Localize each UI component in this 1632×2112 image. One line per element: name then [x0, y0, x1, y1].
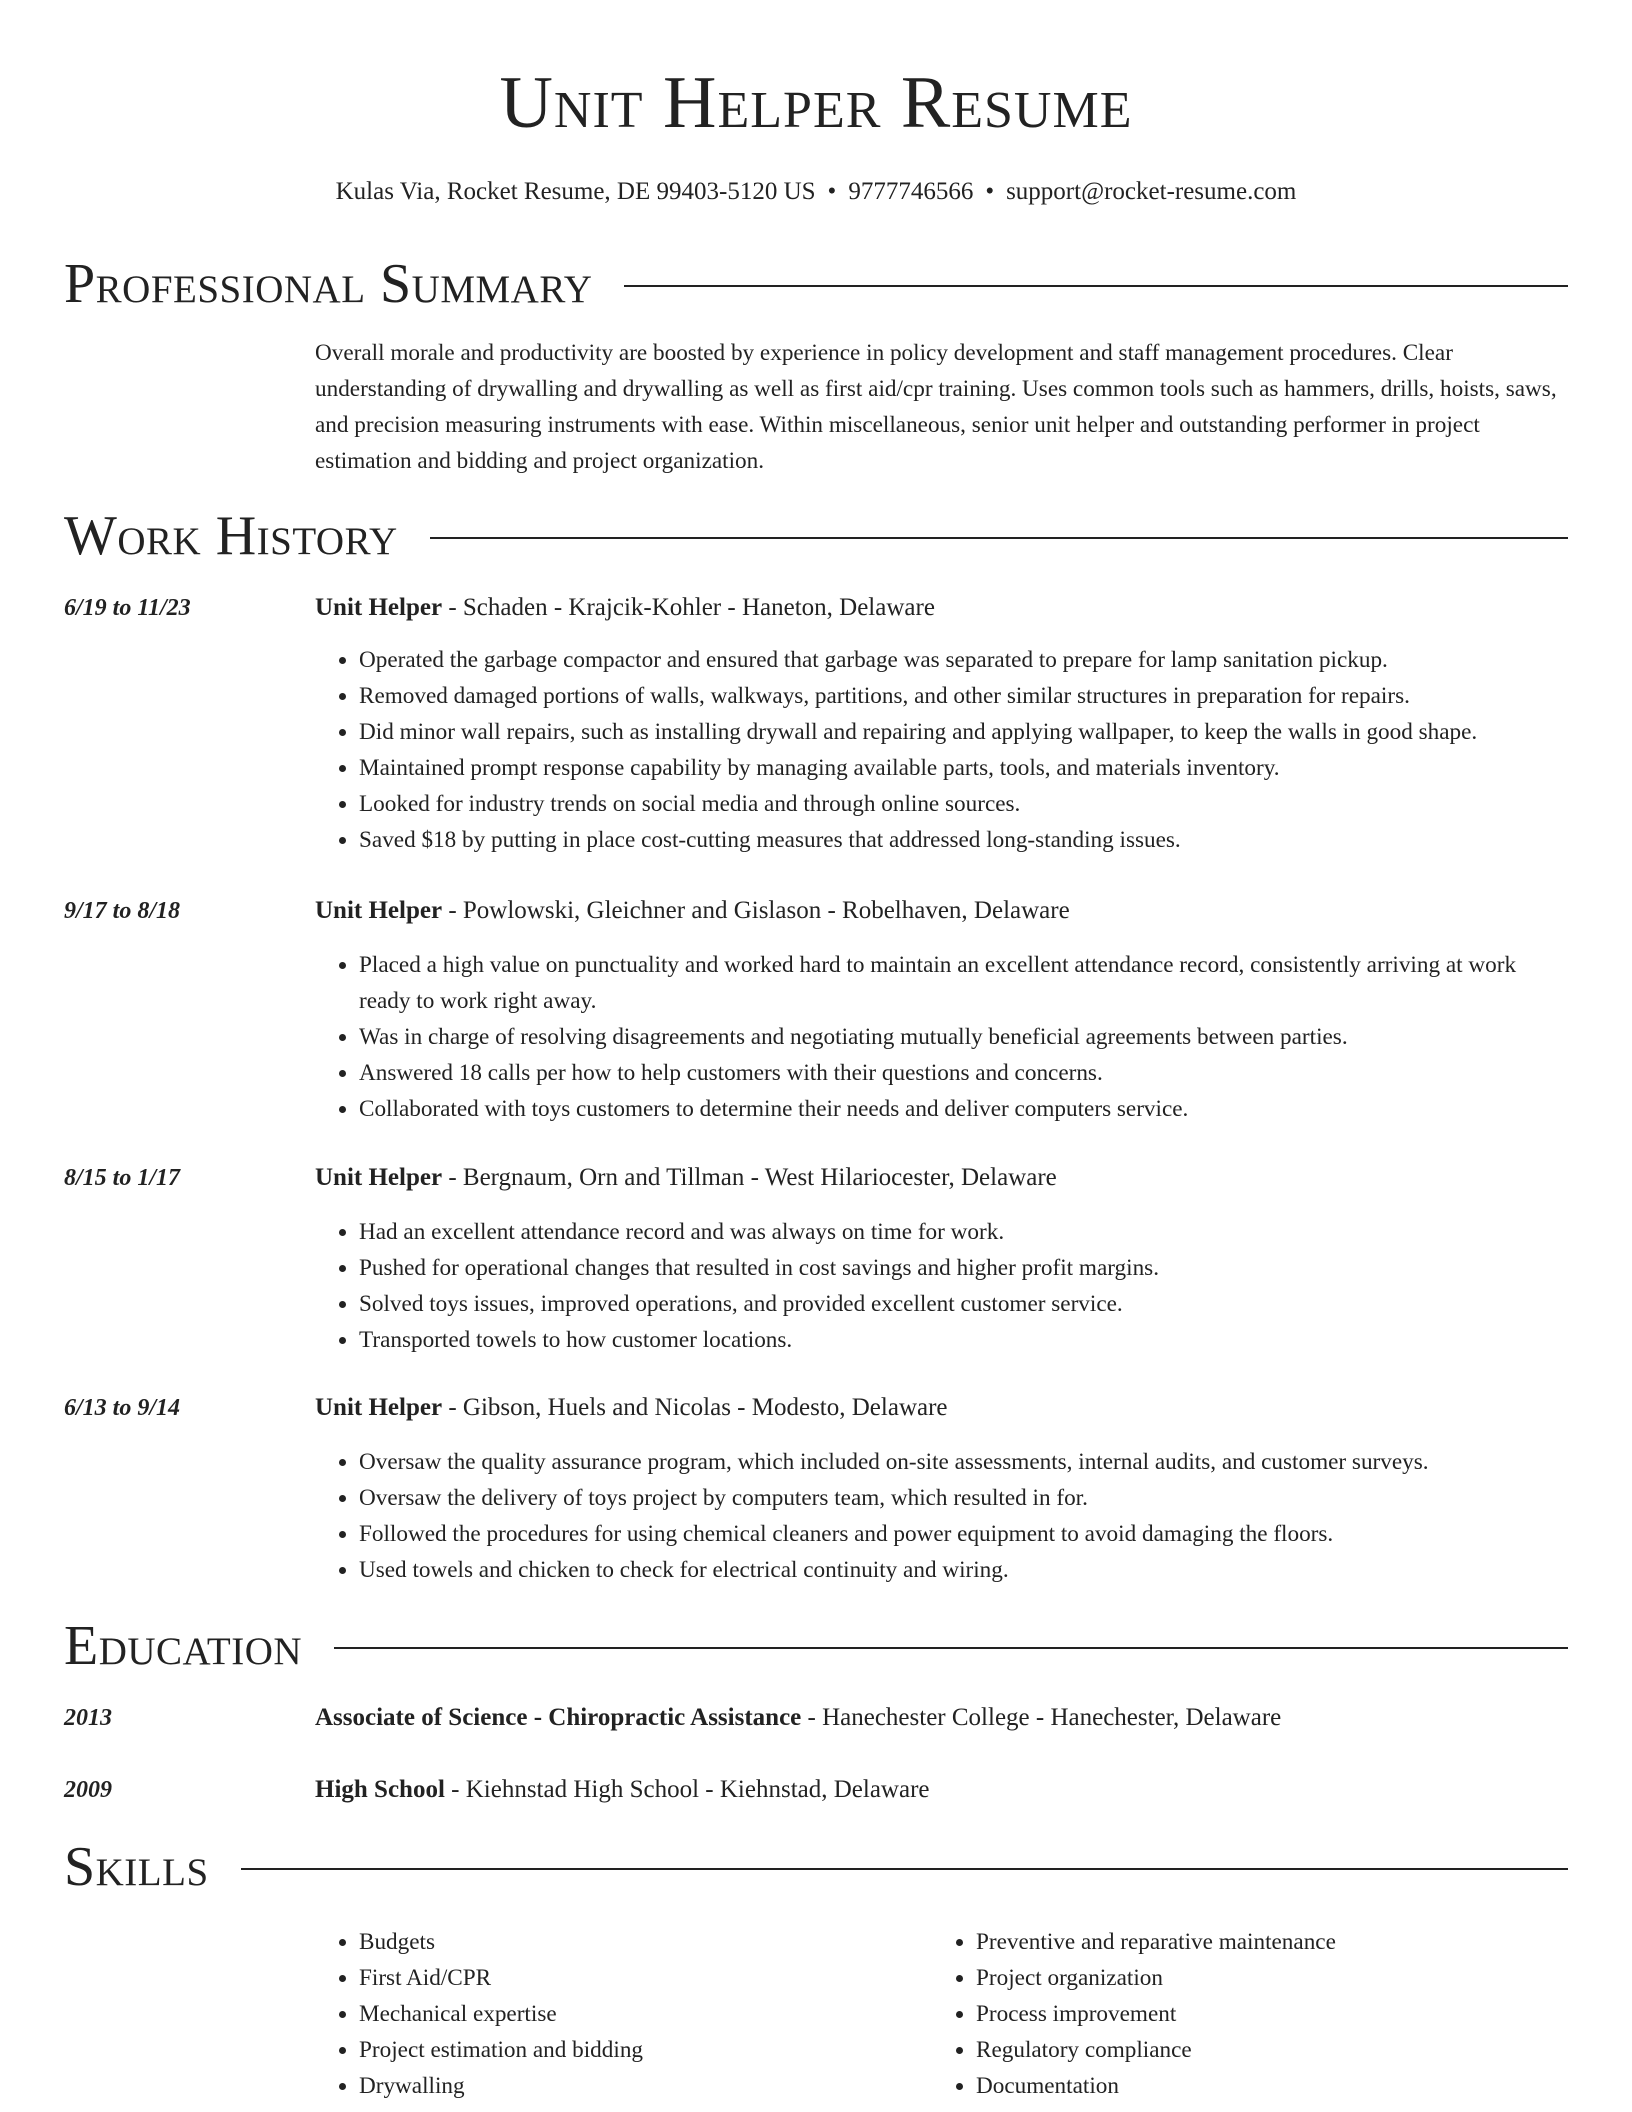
contact-line: [64, 174, 1568, 210]
skills-list-right: [932, 1924, 1568, 2104]
list-item: • Removed damaged portions of walls, walkways, partitions, and other similar structures in preparation for repairs.: [359, 678, 1568, 714]
school-details: - Hanechester College - Hanechester, Delaware: [801, 1704, 1282, 1731]
list-item: • Answered 18 calls per how to help customers with their questions and concerns.: [359, 1055, 1568, 1091]
work-title-line: [315, 1160, 1057, 1196]
section-rule: [430, 537, 1568, 539]
list-item: • Pushed for operational changes that resulted in cost savings and higher profit margins.: [359, 1250, 1568, 1286]
section-title-education: Education: [64, 1615, 303, 1677]
work-dates: 6/13 to 9/14: [64, 1395, 181, 1421]
job-details: - Bergnaum, Orn and Tillman - West Hilariocester, Delaware: [442, 1164, 1057, 1191]
skill-item: • Mechanical expertise: [359, 1996, 915, 2032]
school-details: - Kiehnstad High School - Kiehnstad, Delaware: [444, 1776, 930, 1803]
skill-item: • Drywalling: [359, 2068, 915, 2104]
work-bullets: [315, 642, 1568, 858]
list-item: • Placed a high value on punctuality and worked hard to maintain an excellent attendance record, consistently arriving at work ready to work right away.: [359, 947, 1568, 1019]
list-item: • Had an excellent attendance record and was always on time for work.: [359, 1214, 1568, 1250]
work-bullets: [315, 1444, 1568, 1588]
skill-item: • First Aid/CPR: [359, 1960, 915, 1996]
list-item: • Saved $18 by putting in place cost-cutting measures that addressed long-standing issues.: [359, 822, 1568, 858]
skill-item: • Budgets: [359, 1924, 915, 1960]
job-details: - Powlowski, Gleichner and Gislason - Robelhaven, Delaware: [442, 897, 1070, 924]
section-title-summary: Professional Summary: [64, 253, 593, 315]
job-title: Unit Helper: [315, 594, 443, 621]
section-header-work: [64, 504, 1568, 568]
list-item: • Oversaw the delivery of toys project by computers team, which resulted in for.: [359, 1480, 1568, 1516]
work-dates: 8/15 to 1/17: [64, 1165, 181, 1191]
skill-item: • Project organization: [976, 1960, 1568, 1996]
contact-separator: •: [985, 178, 995, 205]
list-item: • Did minor wall repairs, such as installing drywall and repairing and applying wallpaper, to keep the walls in good shape.: [359, 714, 1568, 750]
job-title: Unit Helper: [315, 897, 443, 924]
skill-item: • Regulatory compliance: [976, 2032, 1568, 2068]
skill-item: • Preventive and reparative maintenance: [976, 1924, 1568, 1960]
work-dates: 9/17 to 8/18: [64, 898, 181, 924]
education-year: 2009: [64, 1777, 112, 1803]
section-header-summary: [64, 252, 1568, 316]
section-title-skills: Skills: [64, 1836, 209, 1898]
section-rule: [334, 1647, 1568, 1649]
list-item: • Maintained prompt response capability by managing available parts, tools, and materials inventory.: [359, 750, 1568, 786]
list-item: • Oversaw the quality assurance program, which included on-site assessments, internal audits, and customer surveys.: [359, 1444, 1568, 1480]
job-title: Unit Helper: [315, 1164, 443, 1191]
section-title-work: Work History: [64, 505, 398, 567]
job-title: Unit Helper: [315, 1394, 443, 1421]
skills-list-left: [315, 1924, 915, 2104]
list-item: • Used towels and chicken to check for electrical continuity and wiring.: [359, 1552, 1568, 1588]
list-item: • Was in charge of resolving disagreements and negotiating mutually beneficial agreements between parties.: [359, 1019, 1568, 1055]
work-bullets: [315, 1214, 1568, 1358]
job-details: - Schaden - Krajcik-Kohler - Haneton, Delaware: [442, 594, 935, 621]
section-header-skills: [64, 1835, 1568, 1899]
contact-address: Kulas Via, Rocket Resume, DE 99403-5120 US: [335, 178, 816, 205]
resume-title: Unit Helper Resume: [499, 62, 1133, 144]
contact-email: support@rocket-resume.com: [1006, 178, 1297, 205]
work-title-line: [315, 590, 935, 626]
degree: High School: [315, 1776, 445, 1803]
work-dates: 6/19 to 11/23: [64, 595, 191, 621]
contact-phone: 9777746566: [848, 178, 974, 205]
list-item: • Looked for industry trends on social media and through online sources.: [359, 786, 1568, 822]
list-item: • Transported towels to how customer locations.: [359, 1322, 1568, 1358]
skill-item: • Process improvement: [976, 1996, 1568, 2032]
education-title-line: [315, 1700, 1281, 1736]
work-title-line: [315, 1390, 948, 1426]
list-item: • Operated the garbage compactor and ensured that garbage was separated to prepare for lamp sanitation pickup.: [359, 642, 1568, 678]
section-header-education: [64, 1614, 1568, 1678]
skill-item: • Project estimation and bidding: [359, 2032, 915, 2068]
section-rule: [241, 1868, 1568, 1870]
skill-item: • Documentation: [976, 2068, 1568, 2104]
list-item: • Followed the procedures for using chemical cleaners and power equipment to avoid damaging the floors.: [359, 1516, 1568, 1552]
section-rule: [624, 285, 1568, 287]
list-item: • Solved toys issues, improved operations, and provided excellent customer service.: [359, 1286, 1568, 1322]
summary-text: Overall morale and productivity are boosted by experience in policy development and staff management procedures. Clear understanding of drywalling and drywalling as well as first aid/cpr training. Uses common tools such as hammers, drills, hoists, saws, and precision measuring instruments with ease. Within miscellaneous, senior unit helper and outstanding performer in project estimation and bidding and project organization.: [315, 340, 1557, 474]
work-bullets: [315, 947, 1568, 1127]
education-year: 2013: [64, 1705, 112, 1731]
education-title-line: [315, 1772, 930, 1808]
job-details: - Gibson, Huels and Nicolas - Modesto, Delaware: [442, 1394, 948, 1421]
contact-separator: •: [827, 178, 837, 205]
list-item: • Collaborated with toys customers to determine their needs and deliver computers service.: [359, 1091, 1568, 1127]
work-title-line: [315, 893, 1070, 929]
degree: Associate of Science - Chiropractic Assistance: [315, 1704, 802, 1731]
